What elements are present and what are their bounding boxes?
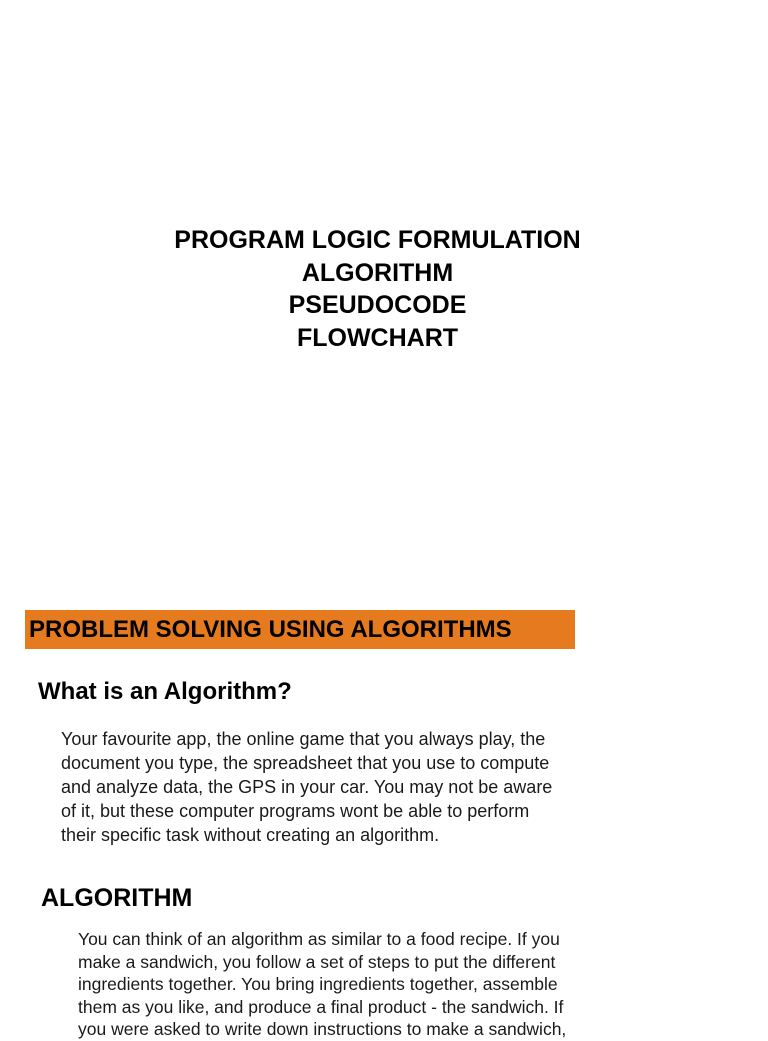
title-line: PSEUDOCODE [288, 291, 467, 320]
paragraph-line: make a sandwich, you follow a set of steps to put the different [78, 951, 556, 972]
paragraph-line: you were asked to write down instructions to make a sandwich, [78, 1019, 567, 1040]
paragraph-line: them as you like, and produce a final product - the sandwich. If [78, 996, 564, 1017]
cover-title [0, 224, 755, 354]
paragraph-line: and analyze data, the GPS in your car. You may not be aware [61, 777, 553, 797]
paragraph-line: You can think of an algorithm as similar to a food recipe. If you [78, 929, 560, 949]
paragraph-line: of it, but these computer programs wont be able to perform [61, 801, 530, 821]
intro-paragraph [61, 727, 631, 847]
title-line: ALGORITHM [301, 258, 454, 287]
paragraph-line: their specific task without creating an algorithm. [61, 825, 440, 845]
paragraph-line: ingredients together. You bring ingredients together, assemble [78, 974, 558, 995]
section-banner: PROBLEM SOLVING USING ALGORITHMS [25, 610, 575, 649]
paragraph-line: Your favourite app, the online game that you always play, the [61, 729, 546, 749]
title-line: PROGRAM LOGIC FORMULATION [174, 226, 581, 254]
algorithm-heading: ALGORITHM [41, 884, 193, 912]
paragraph-line: document you type, the spreadsheet that you use to compute [61, 753, 550, 773]
what-is-algorithm-heading: What is an Algorithm? [38, 678, 292, 705]
title-line: FLOWCHART [296, 323, 459, 352]
recipe-paragraph [78, 928, 638, 1041]
